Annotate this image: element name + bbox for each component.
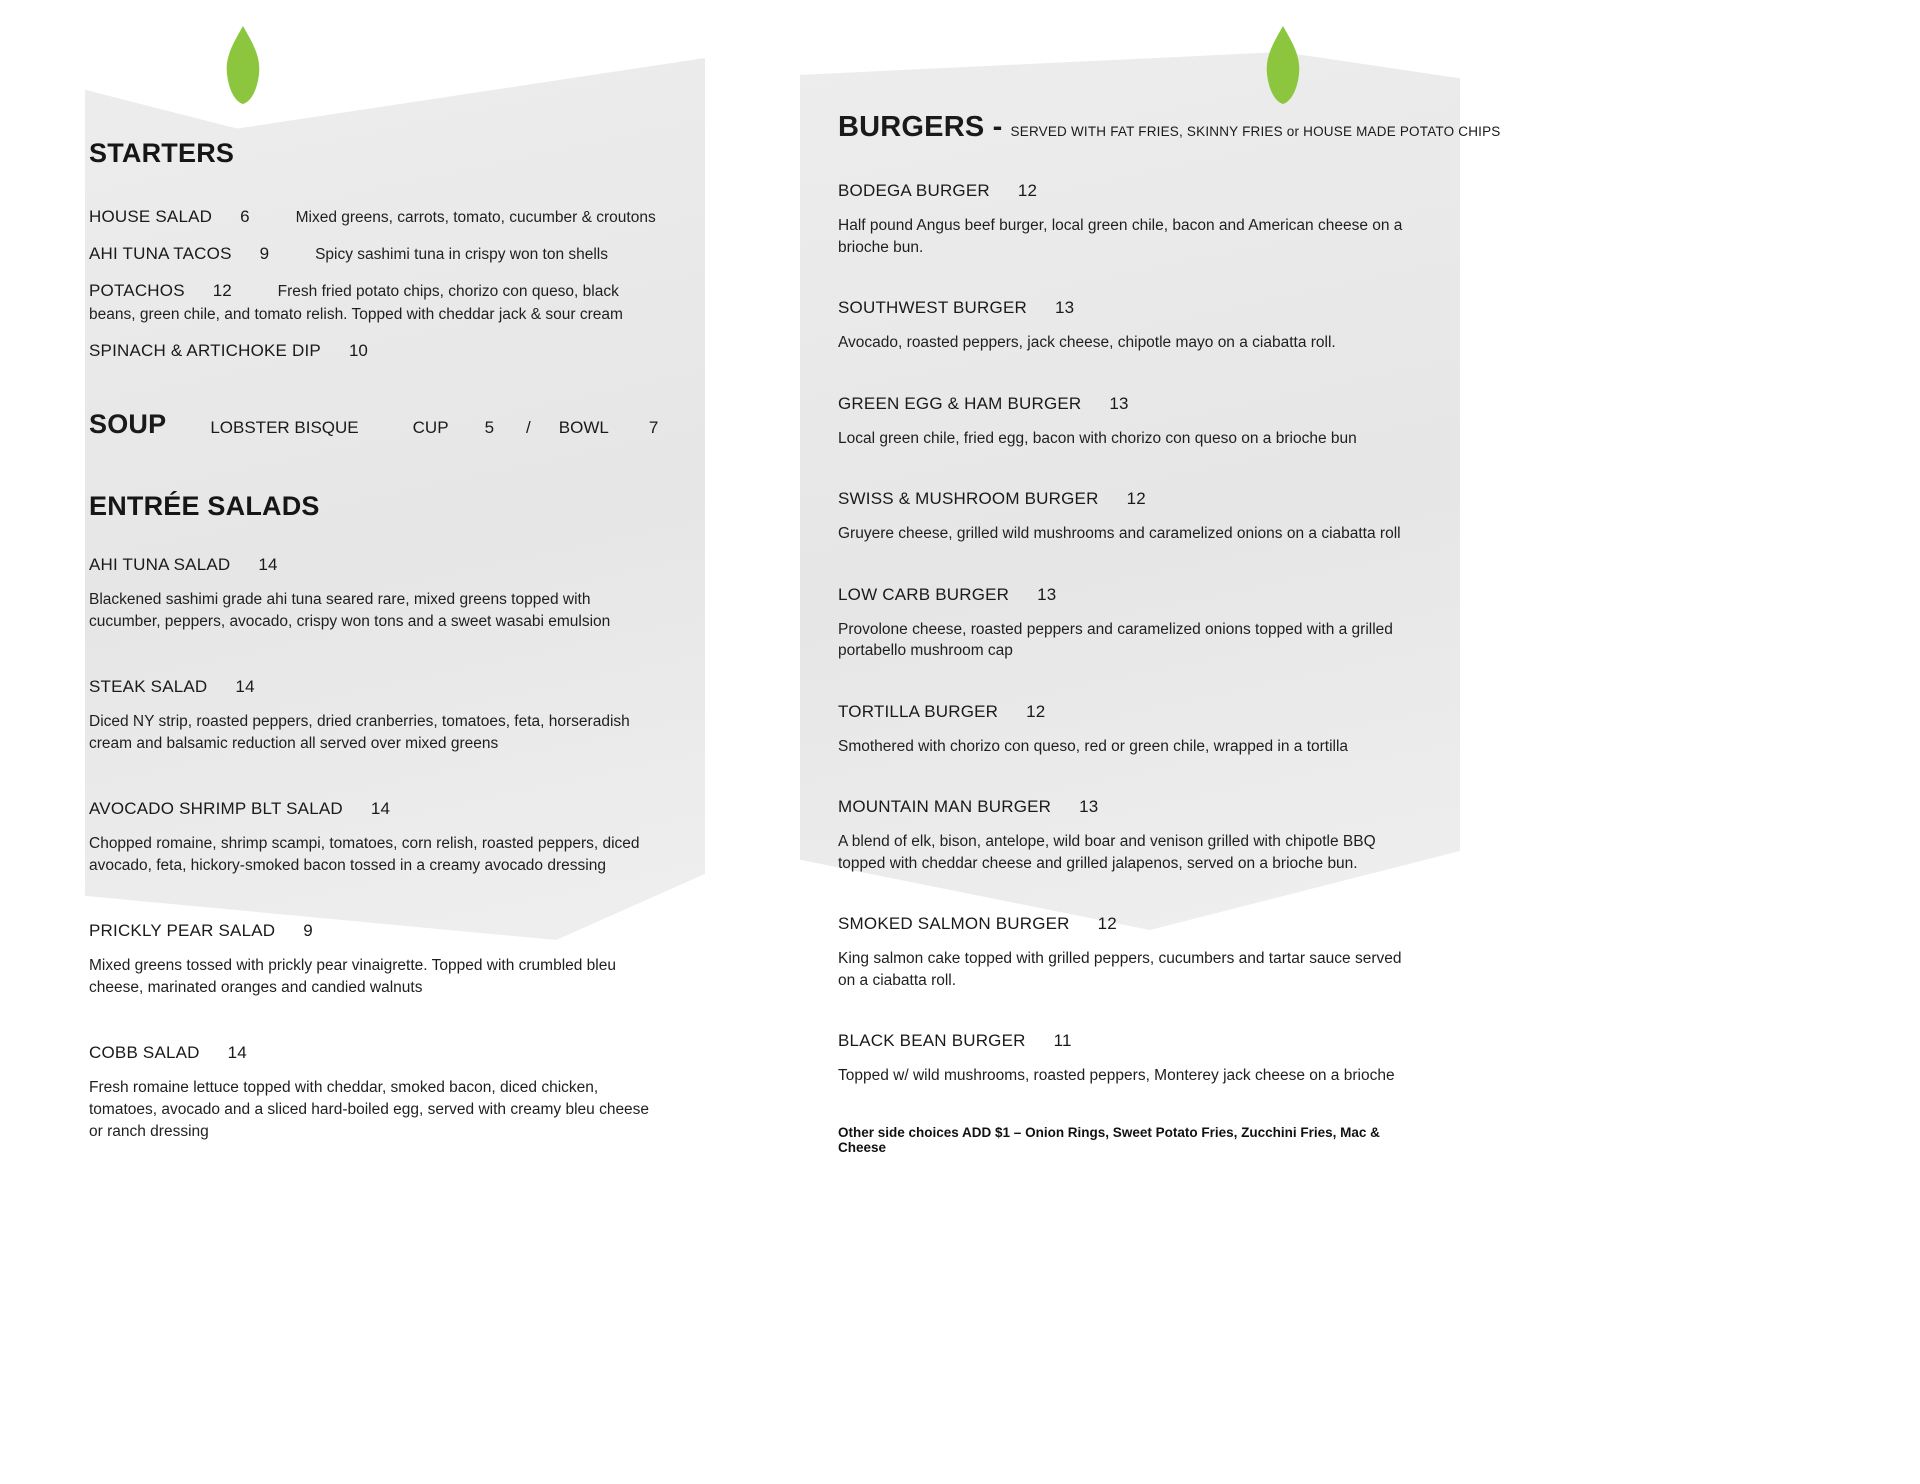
item-price: 14 xyxy=(258,555,278,574)
entree-salads-list xyxy=(89,553,669,1143)
item-price: 10 xyxy=(348,341,368,360)
item-price: 12 xyxy=(1026,701,1046,721)
item-name: AVOCADO SHRIMP BLT SALAD xyxy=(89,799,343,818)
item-price: 11 xyxy=(1053,1031,1072,1050)
item-price: 9 xyxy=(259,244,270,263)
item-desc: Diced NY strip, roasted peppers, dried cranberries, tomatoes, feta, horseradish cream and balsamic reduction all served over mixed greens xyxy=(89,713,630,752)
menu-item-black-bean-burger xyxy=(838,1029,1420,1087)
item-price: 12 xyxy=(1126,489,1146,508)
item-desc: Mixed greens, carrots, tomato, cucumber & croutons xyxy=(295,209,656,226)
item-price: 14 xyxy=(227,1043,247,1062)
burgers-subtitle: SERVED WITH FAT FRIES, SKINNY FRIES or HOUSE MADE POTATO CHIPS xyxy=(1010,124,1501,139)
item-name: STEAK SALAD xyxy=(89,677,208,696)
soup-cup-price: 5 xyxy=(484,418,495,437)
item-desc: Smothered with chorizo con queso, red or green chile, wrapped in a tortilla xyxy=(838,737,1349,755)
item-name: SMOKED SALMON BURGER xyxy=(838,914,1070,933)
soup-title: SOUP xyxy=(89,409,167,439)
menu-item-bodega-burger xyxy=(838,179,1420,258)
menu-item-mountain-man-burger xyxy=(838,795,1420,874)
item-name: HOUSE SALAD xyxy=(89,207,213,226)
item-name: GREEN EGG & HAM BURGER xyxy=(838,393,1082,413)
item-price: 13 xyxy=(1037,584,1057,604)
item-desc: Spicy sashimi tuna in crispy won ton shells xyxy=(315,246,608,263)
menu-item-steak-salad xyxy=(89,675,669,755)
item-desc: Half pound Angus beef burger, local green chile, bacon and American cheese on a brioche bun. xyxy=(838,217,1403,256)
menu-item-cobb-salad xyxy=(89,1041,669,1143)
menu-item-southwest-burger xyxy=(838,296,1420,354)
menu-item-ahi-tuna-tacos xyxy=(89,243,669,266)
soup-cup-label: CUP xyxy=(412,418,449,437)
right-column xyxy=(838,110,1501,1155)
item-desc: Blackened sashimi grade ahi tuna seared rare, mixed greens topped with cucumber, peppers, avocado, crispy won tons and a sweet wasabi emulsion xyxy=(89,591,611,630)
menu-item-low-carb-burger xyxy=(838,583,1420,662)
menu-item-prickly-pear-salad xyxy=(89,919,669,999)
starters-title: STARTERS xyxy=(89,138,235,168)
menu-item-ahi-tuna-salad xyxy=(89,553,669,633)
burgers-header xyxy=(838,110,1501,149)
item-name: LOW CARB BURGER xyxy=(838,584,1010,604)
item-price: 12 xyxy=(212,281,232,300)
soup-separator: / xyxy=(526,418,531,437)
soup-bowl-price: 7 xyxy=(648,418,659,437)
item-price: 6 xyxy=(240,207,250,226)
leaf-icon xyxy=(220,26,266,104)
soup-bowl-label: BOWL xyxy=(558,418,609,437)
burgers-list xyxy=(838,179,1420,1087)
item-desc: Fresh romaine lettuce topped with cheddar, smoked bacon, diced chicken, tomatoes, avocado and a sliced hard-boiled egg, served with creamy bleu cheese or ranch dressing xyxy=(89,1079,650,1140)
item-desc: Gruyere cheese, grilled wild mushrooms and caramelized onions on a ciabatta roll xyxy=(838,525,1401,542)
item-price: 12 xyxy=(1097,914,1117,933)
item-name: POTACHOS xyxy=(89,281,185,300)
menu-item-house-salad xyxy=(89,206,669,229)
item-price: 13 xyxy=(1054,298,1075,317)
menu-item-swiss-mushroom-burger xyxy=(838,487,1420,545)
item-desc: Provolone cheese, roasted peppers and caramelized onions topped with a grilled portabello mushroom cap xyxy=(838,620,1393,659)
item-name: PRICKLY PEAR SALAD xyxy=(89,921,276,940)
item-name: BLACK BEAN BURGER xyxy=(838,1031,1026,1050)
soup-item-name: LOBSTER BISQUE xyxy=(210,418,359,437)
left-column xyxy=(89,138,669,1185)
item-price: 13 xyxy=(1079,797,1099,816)
item-price: 12 xyxy=(1017,181,1038,200)
item-price: 9 xyxy=(303,921,313,940)
item-name: AHI TUNA SALAD xyxy=(89,555,231,574)
item-name: SOUTHWEST BURGER xyxy=(838,298,1027,317)
sides-footnote: Other side choices ADD $1 – Onion Rings, Sweet Potato Fries, Zucchini Fries, Mac & Cheese xyxy=(838,1124,1380,1155)
menu-item-spinach-artichoke-dip xyxy=(89,340,669,362)
item-price: 14 xyxy=(370,799,391,818)
item-desc: Avocado, roasted peppers, jack cheese, chipotle mayo on a ciabatta roll. xyxy=(838,334,1336,351)
item-desc: Local green chile, fried egg, bacon with chorizo con queso on a brioche bun xyxy=(838,429,1357,447)
item-name: COBB SALAD xyxy=(89,1043,200,1062)
burgers-title: BURGERS - xyxy=(838,111,1003,143)
item-desc: Topped w/ wild mushrooms, roasted peppers, Monterey jack cheese on a brioche xyxy=(838,1067,1395,1084)
item-name: BODEGA BURGER xyxy=(838,181,990,200)
item-name: SWISS & MUSHROOM BURGER xyxy=(838,489,1099,508)
item-price: 14 xyxy=(235,677,255,696)
item-desc: A blend of elk, bison, antelope, wild boar and venison grilled with chipotle BBQ topped with cheddar cheese and grilled jalapenos, served on a brioche bun. xyxy=(838,833,1376,872)
item-name: AHI TUNA TACOS xyxy=(89,244,232,263)
menu-item-potachos xyxy=(89,280,669,326)
item-desc: Chopped romaine, shrimp scampi, tomatoes, corn relish, roasted peppers, diced avocado, feta, hickory-smoked bacon tossed in a creamy avocado dressing xyxy=(89,835,640,874)
item-name: MOUNTAIN MAN BURGER xyxy=(838,797,1052,816)
item-desc: Fresh fried potato chips, chorizo con queso, black beans, green chile, and tomato relish. Topped with cheddar jack & sour cream xyxy=(89,283,623,323)
item-name: SPINACH & ARTICHOKE DIP xyxy=(89,341,321,360)
menu-item-smoked-salmon-burger xyxy=(838,912,1420,991)
menu-item-avocado-shrimp-blt-salad xyxy=(89,797,669,877)
menu-item-tortilla-burger xyxy=(838,700,1420,758)
item-price: 13 xyxy=(1109,393,1129,413)
item-desc: King salmon cake topped with grilled peppers, cucumbers and tartar sauce served on a ciabatta roll. xyxy=(838,950,1402,989)
item-desc: Mixed greens tossed with prickly pear vinaigrette. Topped with crumbled bleu cheese, marinated oranges and candied walnuts xyxy=(89,957,616,996)
soup-section xyxy=(89,408,669,445)
entree-salads-title: ENTRÉE SALADS xyxy=(89,491,320,521)
item-name: TORTILLA BURGER xyxy=(838,701,999,721)
leaf-icon xyxy=(1260,26,1306,104)
menu-item-green-egg-ham-burger xyxy=(838,392,1420,450)
